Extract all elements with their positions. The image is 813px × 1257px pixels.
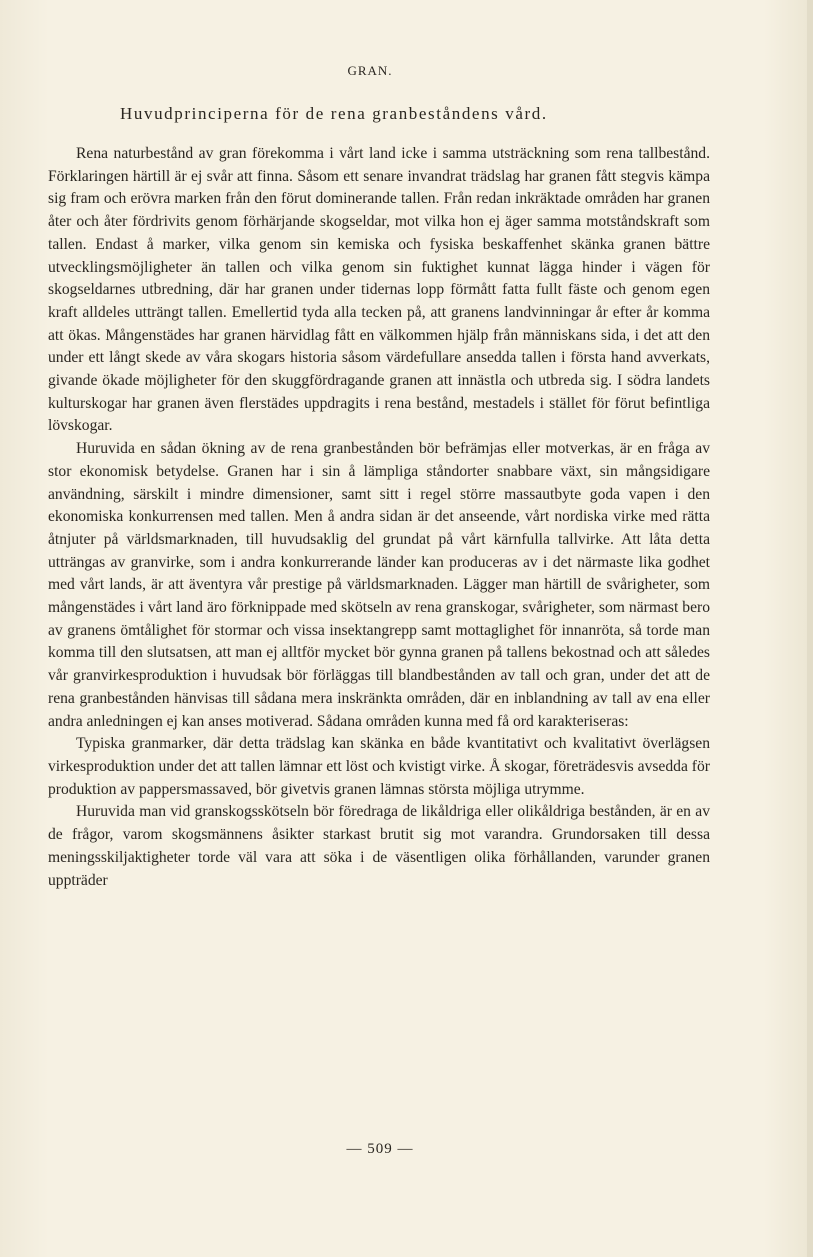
section-title: Huvudprinciperna för de rena granbeståndens vård. [120, 104, 548, 123]
page-edge [807, 0, 813, 1257]
running-header: GRAN. [347, 63, 393, 78]
body-text [48, 143, 710, 892]
paragraph-4: Huruvida man vid granskogsskötseln bör föredraga de likåldriga eller olikåldriga bestånden, är en av de frågor, varom skogsmännens åsikter starkast brutit sig mot varandra. Grundorsaken till dessa meningsskiljaktigheter torde väl vara att söka i de väsentligen olika förhållanden, varunder granen uppträder [48, 803, 710, 889]
paragraph-1: Rena naturbestånd av gran förekomma i vårt land icke i samma utsträckning som rena tallbestånd. Förklaringen härtill är ej svår att finna. Såsom ett senare invandrat trädslag har granen fått stegvis kämpa sig fram och erövra marken från den förut dominerande tallen. Från redan inkräktade områden har granen åter och åter fördrivits genom förhärjande skogseldar, mot vilka hon ej äger samma motståndskraft som tallen. Endast å marker, vilka genom sin kemiska och fysiska beskaffenhet skänka granen bättre utvecklingsmöjligheter än tallen och vilka genom sin fuktighet kunnat lägga hinder i vägen för skogseldarnes utbredning, där har granen under tidernas lopp förmått fatta fullt fäste och genom egen kraft alldeles utträngt tallen. Emellertid tyda alla tecken på, att granens landvinningar år efter år komma att ökas. Mångenstädes har granen härvidlag fått en välkommen hjälp från människans sida, i det att den under ett långt skede av våra skogars historia såsom värdefullare ansedda tallen i första hand avverkats, givande ökade möjligheter för den skuggfördragande granen att innästla och utbreda sig. I södra landets kulturskogar har granen även flerstädes uppdragits i rena bestånd, mestadels i stället för förut befintliga lövskogar. [48, 145, 710, 435]
page-number: — 509 — [346, 1141, 414, 1157]
paragraph-2: Huruvida en sådan ökning av de rena granbestånden bör befrämjas eller motverkas, är en fråga av stor ekonomisk betydelse. Granen har i sin å lämpliga ståndorter snabbare växt, sin mångsidigare användning, särskilt i mindre dimensioner, samt sitt i regel större massautbyte goda vapen i den ekonomiska konkurrensen med tallen. Men å andra sidan är det anseende, vårt nordiska virke med rätta åtnjuter på världsmarknaden, till huvudsaklig del grundat på vårt kärnfulla tallvirke. Att låta detta utträngas av granvirke, som i andra konkurrerande länder kan produceras av i det närmaste lika godhet med vårt lands, är att äventyra vår prestige på världsmarknaden. Lägger man härtill de svårigheter, som mångenstädes i vårt land äro förknippade med skötseln av rena granskogar, svårigheter, som närmast bero av granens ömtålighet för stormar och vissa insektangrepp samt mottaglighet för innanröta, så torde man komma till den slutsatsen, att man ej alltför mycket bör gynna granen på tallens bekostnad och att således vår granvirkesproduktion i huvudsak bör förläggas till blandbestånden av tall och gran, under det att de rena granbestånden hänvisas till sådana mera inskränkta områden, där en inblandning av tall av ena eller andra anledningen ej kan anses motiverad. Sådana områden kunna med få ord karakteriseras: [48, 440, 710, 730]
paragraph-3: Typiska granmarker, där detta trädslag kan skänka en både kvantitativt och kvalitativt överlägsen virkesproduktion under det att tallen lämnar ett löst och kvistigt virke. Å skogar, företrädesvis avsedda för produktion av pappersmassaved, bör givetvis granen lämnas största möjliga utrymme. [48, 735, 710, 798]
